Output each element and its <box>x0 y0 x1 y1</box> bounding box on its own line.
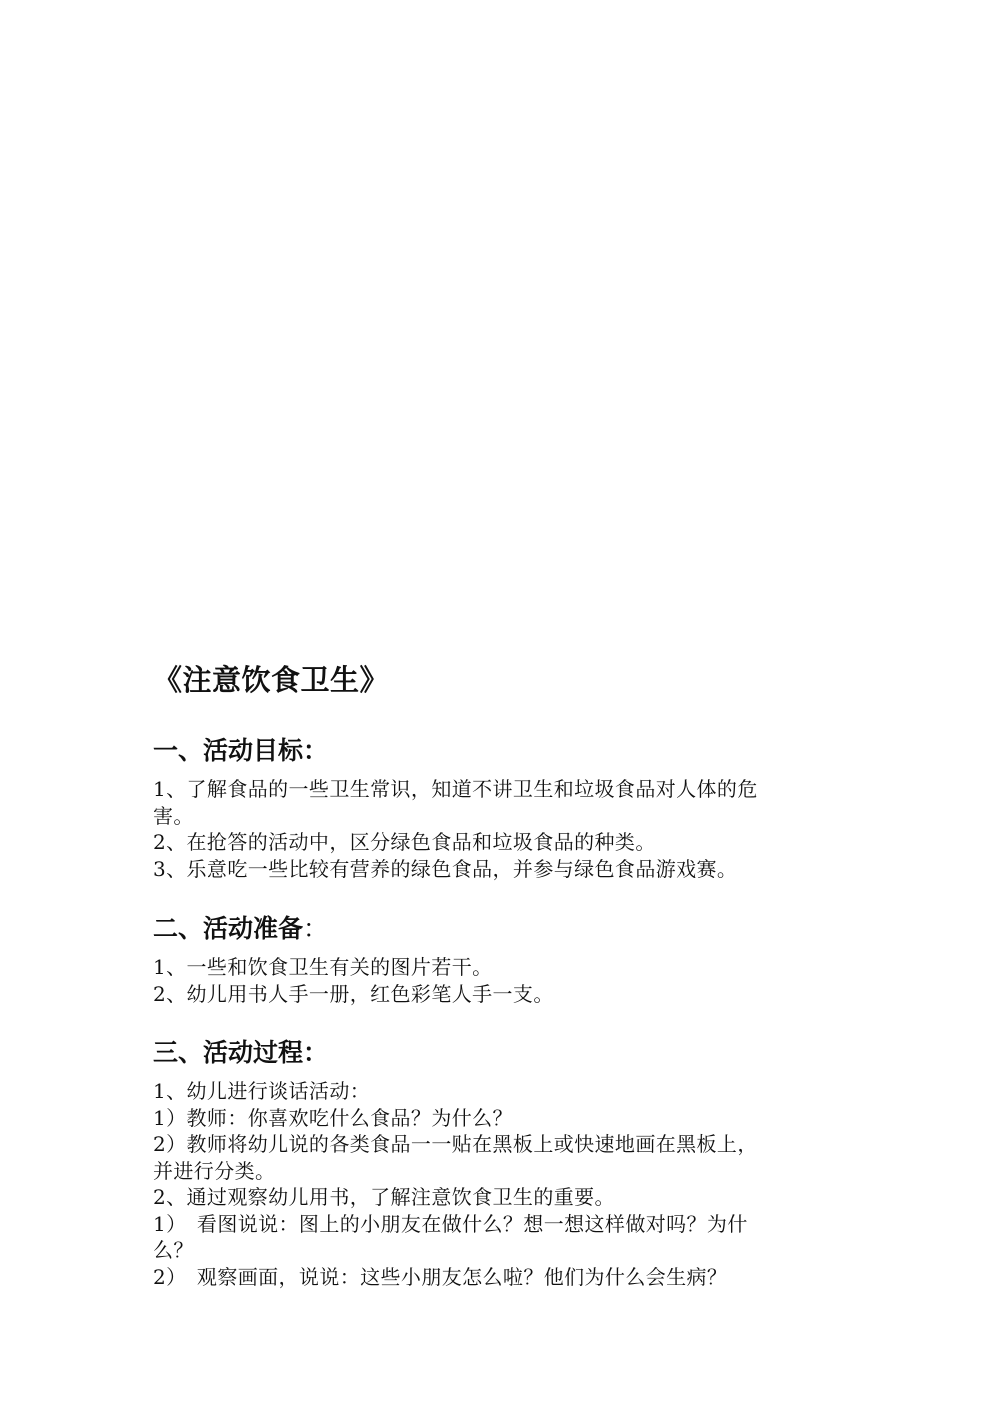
section-heading <box>153 912 873 946</box>
paragraph-line: 2）教师将幼儿说的各类食品一一贴在黑板上或快速地画在黑板上， <box>153 1132 758 1156</box>
paragraph-line: 3、乐意吃一些比较有营养的绿色食品，并参与绿色食品游戏赛。 <box>153 856 738 881</box>
section-heading-text: 一、活动目标 <box>153 736 304 765</box>
paragraph-line: 1）教师：你喜欢吃什么食品？为什么？ <box>153 1105 513 1130</box>
section-activity-preparation <box>153 912 873 1007</box>
section-heading-colon: ： <box>303 736 329 765</box>
section-activity-goals <box>153 734 873 882</box>
section-heading-colon: ： <box>303 1038 329 1067</box>
section-heading-text: 二、活动准备 <box>153 914 304 943</box>
section-heading <box>153 1036 873 1070</box>
paragraph-line: 1、一些和饮食卫生有关的图片若干。 <box>153 955 493 979</box>
paragraph-line: 2） 观察画面，说说：这些小朋友怎么啦？他们为什么会生病？ <box>153 1264 728 1289</box>
document-title: 《注意饮食卫生》 <box>153 663 390 697</box>
section-heading-text: 三、活动过程 <box>153 1038 304 1067</box>
section-heading <box>153 734 873 768</box>
paragraph-line: 2、在抢答的活动中，区分绿色食品和垃圾食品的种类。 <box>153 830 656 854</box>
paragraph-line: 1、了解食品的一些卫生常识，知道不讲卫生和垃圾食品对人体的危 <box>153 777 758 801</box>
paragraph-line: 害。 <box>153 803 194 828</box>
paragraph-line: 么？ <box>153 1238 194 1262</box>
section-activity-process <box>153 1036 873 1290</box>
paragraph-line: 2、幼儿用书人手一册，红色彩笔人手一支。 <box>153 981 554 1006</box>
paragraph-line: 并进行分类。 <box>153 1158 276 1183</box>
paragraph-line: 1） 看图说说：图上的小朋友在做什么？想一想这样做对吗？为什 <box>153 1211 748 1236</box>
paragraph-line: 1、幼儿进行谈话活动： <box>153 1079 371 1103</box>
paragraph-line: 2、通过观察幼儿用书，了解注意饮食卫生的重要。 <box>153 1185 615 1209</box>
section-heading-colon: ： <box>303 914 329 943</box>
